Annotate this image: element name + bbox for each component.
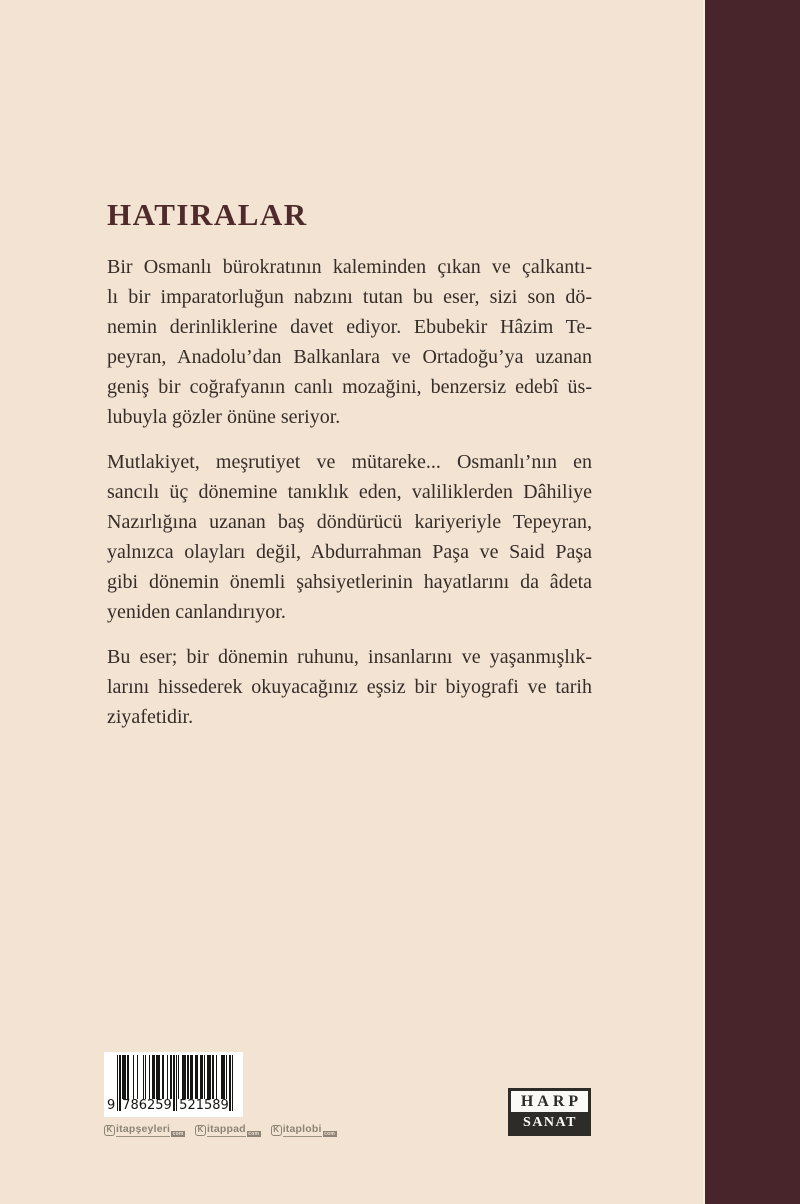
site-logo-kitappad: [195, 1123, 261, 1137]
barcode-digits-left: 786259: [122, 1098, 172, 1113]
barcode-digit-lead: 9: [107, 1098, 116, 1113]
barcode-bar: [137, 1055, 138, 1099]
barcode-bar: [149, 1055, 150, 1099]
site-logo-text: itaplobi: [282, 1123, 322, 1135]
publisher-logo-line2: SANAT: [511, 1112, 588, 1133]
blurb-line: lubuyla gözler önüne seriyor.: [107, 406, 341, 428]
barcode-bar: [173, 1055, 174, 1111]
blurb-line: Bir Osmanlı bürokratının kaleminden çıkan ve çalkantı-: [107, 256, 592, 278]
blurb-line: Mutlakiyet, meşrutiyet ve mütareke... Osmanlı’nın en: [107, 451, 592, 473]
blurb-line: gibi dönemin önemli şahsiyetlerinin hayatlarını da âdeta: [107, 571, 592, 593]
kitaplobi-k-icon: K: [271, 1125, 282, 1136]
barcode-bar: [145, 1055, 146, 1099]
back-cover-text: [107, 252, 592, 747]
blurb-paragraph: [107, 642, 592, 732]
barcode-digits-right: 521589: [179, 1098, 229, 1113]
blurb-line: lı bir imparatorluğun nabzını tutan bu eser, sizi son dö-: [107, 286, 592, 308]
blurb-line: yalnızca olayları değil, Abdurrahman Paşa ve Said Paşa: [107, 541, 592, 563]
isbn-barcode: [104, 1052, 243, 1117]
barcode-bar: [188, 1055, 189, 1099]
barcode-bar: [201, 1055, 202, 1099]
barcode-bar: [178, 1055, 179, 1099]
site-logo-kitapseyleri: [104, 1123, 185, 1137]
blurb-line: peyran, Anadolu’dan Balkanlara ve Ortadoğu’ya uzanan: [107, 346, 592, 368]
barcode-bar: [143, 1055, 144, 1099]
blurb-line: yeniden canlandırıyor.: [107, 601, 286, 623]
barcode-bar: [184, 1055, 185, 1099]
kitapseyleri-k-icon: K: [104, 1125, 115, 1136]
bookstore-logos-row: [104, 1122, 337, 1138]
barcode-bar: [162, 1055, 163, 1099]
site-logo-com-badge: com: [248, 1131, 260, 1137]
barcode-bar: [216, 1055, 217, 1099]
site-logo-kitaplobi: [271, 1123, 337, 1137]
blurb-line: Bu eser; bir dönemin ruhunu, insanlarını ve yaşanmışlık-: [107, 646, 592, 668]
blurb-line: geniş bir coğrafyanın canlı mozağini, benzersiz edebî üs-: [107, 376, 592, 398]
barcode-bar: [212, 1055, 213, 1099]
barcode-bar: [128, 1055, 129, 1099]
site-logo-text: itappad: [207, 1123, 246, 1135]
blurb-line: larını hissederek okuyacağınız eşsiz bir biyografi ve tarih: [107, 676, 592, 698]
barcode-bar: [124, 1055, 125, 1099]
blurb-line: nemin derinliklerine davet ediyor. Ebubekir Hâzim Te-: [107, 316, 592, 338]
barcode-bar: [191, 1055, 192, 1099]
barcode-bar: [167, 1055, 168, 1099]
site-logo-com-badge: com: [172, 1131, 184, 1137]
barcode-bar: [196, 1055, 197, 1099]
barcode-bar: [159, 1055, 160, 1099]
blurb-paragraph: [107, 252, 592, 432]
blurb-line: Nazırlığına uzanan baş döndürücü kariyeriyle Tepeyran,: [107, 511, 592, 533]
blurb-line: sancılı üç dönemine tanıklık eden, valiliklerden Dâhiliye: [107, 481, 592, 503]
publisher-logo-line1: HARP: [520, 1093, 583, 1110]
cover-spine-band: [705, 0, 800, 1204]
site-logo-text: itapşeyleri: [116, 1123, 171, 1135]
barcode-bar: [117, 1055, 118, 1111]
blurb-paragraph: [107, 447, 592, 627]
barcode-bar: [204, 1055, 205, 1099]
barcode-bar: [154, 1055, 155, 1099]
barcode-bar: [223, 1055, 224, 1099]
blurb-line: ziyafetidir.: [107, 706, 194, 728]
book-title: HATIRALAR: [107, 197, 308, 232]
barcode-bar: [226, 1055, 227, 1099]
barcode-bar: [171, 1055, 172, 1099]
site-logo-com-badge: com: [324, 1131, 336, 1137]
barcode-bar: [210, 1055, 211, 1099]
barcode-bar: [232, 1055, 233, 1111]
barcode-bar: [133, 1055, 134, 1099]
kitappad-k-icon: K: [195, 1125, 206, 1136]
publisher-logo: [508, 1088, 591, 1136]
